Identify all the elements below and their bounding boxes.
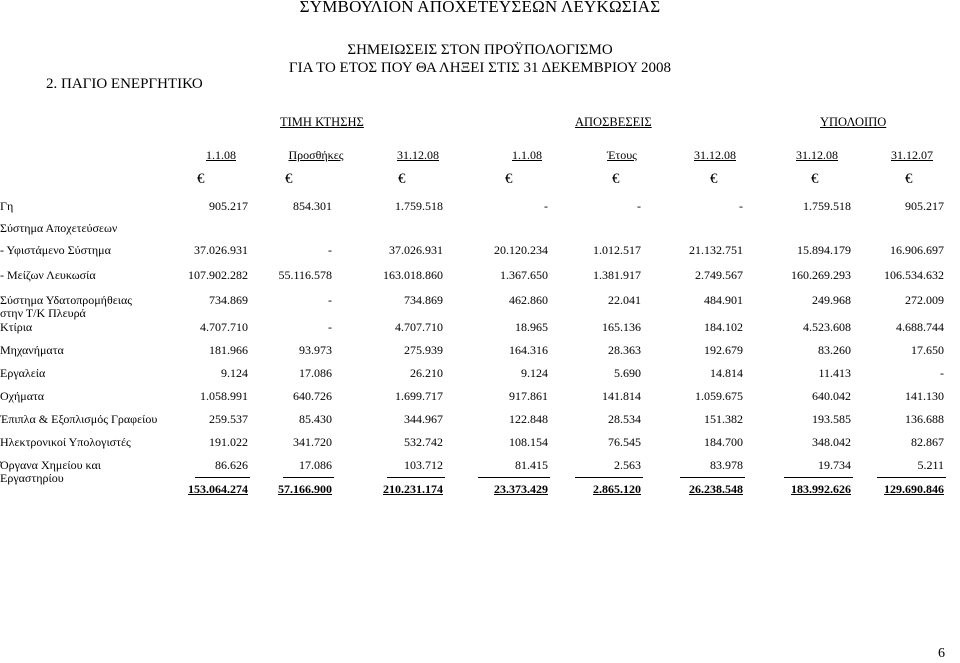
table-cell: 1.012.517	[593, 243, 641, 257]
table-cell: 1.699.717	[395, 389, 443, 403]
total-rule	[680, 477, 745, 478]
row-label: Μηχανήματα	[0, 343, 64, 357]
table-cell: 275.939	[404, 343, 443, 357]
table-cell: 106.534.632	[884, 268, 944, 282]
table-cell: 17.650	[911, 343, 944, 357]
table-cell: 37.026.931	[194, 243, 248, 257]
table-cell: 4.523.608	[803, 320, 851, 334]
column-header: 31.12.08	[796, 148, 838, 162]
table-cell: 181.966	[209, 343, 248, 357]
table-cell: -	[940, 366, 944, 380]
table-cell: 1.367.650	[500, 268, 548, 282]
table-cell: 484.901	[704, 293, 743, 307]
table-cell: 103.712	[404, 458, 443, 472]
table-cell: 26.210	[410, 366, 443, 380]
table-cell: 163.018.860	[383, 268, 443, 282]
table-cell: 9.124	[221, 366, 248, 380]
table-cell: 76.545	[608, 435, 641, 449]
table-cell: 83.978	[710, 458, 743, 472]
total-cell: 26.238.548	[689, 482, 743, 496]
table-cell: -	[328, 320, 332, 334]
group-header-cost: ΤΙΜΗ ΚΤΗΣΗΣ	[280, 115, 364, 129]
total-cell: 129.690.846	[884, 482, 944, 496]
table-cell: 20.120.234	[494, 243, 548, 257]
row-label: Σύστημα Αποχετεύσεων	[0, 221, 118, 235]
table-cell: -	[328, 293, 332, 307]
total-rule	[478, 477, 550, 478]
currency-symbol: €	[398, 171, 406, 187]
table-cell: 532.742	[404, 435, 443, 449]
column-header: 31.12.08	[694, 148, 736, 162]
table-cell: 4.707.710	[395, 320, 443, 334]
table-cell: 141.130	[905, 389, 944, 403]
table-cell: 37.026.931	[389, 243, 443, 257]
table-cell: 11.413	[818, 366, 851, 380]
total-rule	[387, 477, 445, 478]
table-cell: 191.022	[209, 435, 248, 449]
table-cell: 249.968	[812, 293, 851, 307]
table-cell: -	[328, 243, 332, 257]
subtitle-line-2: ΓΙΑ ΤΟ ΕΤΟΣ ΠΟΥ ΘΑ ΛΗΞΕΙ ΣΤΙΣ 31 ΔΕΚΕΜΒΡΙΟΥ 2008	[288, 60, 672, 76]
table-cell: 19.734	[818, 458, 851, 472]
table-cell: 9.124	[521, 366, 548, 380]
table-cell: 108.154	[509, 435, 548, 449]
row-label-continued: Εργαστηρίου	[0, 471, 64, 485]
currency-symbol: €	[285, 171, 293, 187]
row-label: Εργαλεία	[0, 366, 46, 380]
currency-symbol: €	[905, 171, 913, 187]
table-cell: 83.260	[818, 343, 851, 357]
table-cell: 81.415	[515, 458, 548, 472]
table-cell: 82.867	[911, 435, 944, 449]
total-rule	[877, 477, 946, 478]
table-cell: 341.720	[293, 435, 332, 449]
table-cell: 2.563	[614, 458, 641, 472]
table-cell: -	[637, 199, 641, 213]
column-header: 31.12.08	[397, 148, 439, 162]
column-header: 1.1.08	[206, 148, 236, 162]
table-cell: 192.679	[704, 343, 743, 357]
document-title: ΣΥΜΒΟΥΛΙΟΝ ΑΠΟΧΕΤΕΥΣΕΩΝ ΛΕΥΚΩΣΙΑΣ	[299, 0, 661, 16]
table-cell: 1.381.917	[593, 268, 641, 282]
total-cell: 57.166.900	[278, 482, 332, 496]
row-label: Ηλεκτρονικοί Υπολογιστές	[0, 435, 131, 449]
table-cell: 1.759.518	[395, 199, 443, 213]
table-cell: 55.116.578	[278, 268, 332, 282]
table-cell: 184.102	[704, 320, 743, 334]
currency-symbol: €	[710, 171, 718, 187]
table-cell: 122.848	[509, 412, 548, 426]
row-label: - Υφιστάμενο Σύστημα	[0, 243, 111, 257]
table-cell: 164.316	[509, 343, 548, 357]
total-cell: 153.064.274	[188, 482, 248, 496]
table-cell: 4.688.744	[896, 320, 944, 334]
table-cell: 905.217	[209, 199, 248, 213]
total-rule	[283, 477, 334, 478]
currency-symbol: €	[811, 171, 819, 187]
total-cell: 2.865.120	[593, 482, 641, 496]
table-cell: 344.967	[404, 412, 443, 426]
table-cell: 141.814	[602, 389, 641, 403]
table-cell: 21.132.751	[689, 243, 743, 257]
table-cell: 4.707.710	[200, 320, 248, 334]
section-heading: 2. ΠΑΓΙΟ ΕΝΕΡΓΗΤΙΚΟ	[46, 76, 203, 92]
table-cell: 2.749.567	[695, 268, 743, 282]
column-header: 31.12.07	[891, 148, 933, 162]
table-cell: 22.041	[608, 293, 641, 307]
table-cell: 160.269.293	[791, 268, 851, 282]
column-header: Προσθήκες	[288, 148, 344, 162]
table-cell: 854.301	[293, 199, 332, 213]
table-cell: 734.869	[404, 293, 443, 307]
row-label-continued: στην Τ/Κ Πλευρά	[0, 306, 86, 320]
table-cell: 18.965	[515, 320, 548, 334]
table-cell: 462.860	[509, 293, 548, 307]
table-cell: 348.042	[812, 435, 851, 449]
table-cell: 640.726	[293, 389, 332, 403]
table-cell: -	[544, 199, 548, 213]
row-label: Γη	[0, 199, 14, 213]
column-header: Έτους	[607, 148, 637, 162]
total-cell: 210.231.174	[383, 482, 443, 496]
group-header-balance: ΥΠΟΛΟΙΠΟ	[820, 115, 887, 129]
table-cell: 85.430	[299, 412, 332, 426]
page-number: 6	[938, 646, 945, 661]
table-cell: 151.382	[704, 412, 743, 426]
table-cell: 28.363	[608, 343, 641, 357]
table-cell: 107.902.282	[188, 268, 248, 282]
row-label: Κτίρια	[0, 320, 33, 334]
total-rule	[784, 477, 853, 478]
row-label: Όργανα Χημείου και	[0, 458, 101, 472]
table-cell: 5.690	[614, 366, 641, 380]
table-cell: 640.042	[812, 389, 851, 403]
table-cell: 193.585	[812, 412, 851, 426]
group-header-depreciation: ΑΠΟΣΒΕΣΕΙΣ	[575, 115, 652, 129]
total-cell: 183.992.626	[791, 482, 851, 496]
table-cell: 28.534	[608, 412, 641, 426]
table-cell: 1.059.675	[695, 389, 743, 403]
table-cell: 259.537	[209, 412, 248, 426]
currency-symbol: €	[197, 171, 205, 187]
row-label: Έπιπλα & Εξοπλισμός Γραφείου	[0, 412, 158, 426]
total-rule	[575, 477, 643, 478]
table-cell: 272.009	[905, 293, 944, 307]
table-cell: 93.973	[299, 343, 332, 357]
table-cell: 734.869	[209, 293, 248, 307]
table-cell: 86.626	[215, 458, 248, 472]
row-label: Οχήματα	[0, 389, 45, 403]
table-cell: 15.894.179	[797, 243, 851, 257]
table-cell: -	[739, 199, 743, 213]
table-cell: 905.217	[905, 199, 944, 213]
table-cell: 17.086	[299, 458, 332, 472]
currency-symbol: €	[505, 171, 513, 187]
row-label: Σύστημα Υδατοπρομήθειας	[0, 293, 133, 307]
table-cell: 917.861	[509, 389, 548, 403]
total-cell: 23.373.429	[494, 482, 548, 496]
currency-symbol: €	[612, 171, 620, 187]
table-cell: 17.086	[299, 366, 332, 380]
table-cell: 1.759.518	[803, 199, 851, 213]
total-rule	[195, 477, 250, 478]
table-cell: 1.058.991	[200, 389, 248, 403]
table-cell: 16.906.697	[890, 243, 944, 257]
subtitle-line-1: ΣΗΜΕΙΩΣΕΙΣ ΣΤΟΝ ΠΡΟΫΠΟΛΟΓΙΣΜΟ	[347, 42, 613, 58]
table-cell: 165.136	[602, 320, 641, 334]
table-cell: 5.211	[917, 458, 944, 472]
row-label: - Μείζων Λευκωσία	[0, 268, 96, 282]
table-cell: 136.688	[905, 412, 944, 426]
column-header: 1.1.08	[512, 148, 542, 162]
table-cell: 14.814	[710, 366, 743, 380]
table-cell: 184.700	[704, 435, 743, 449]
